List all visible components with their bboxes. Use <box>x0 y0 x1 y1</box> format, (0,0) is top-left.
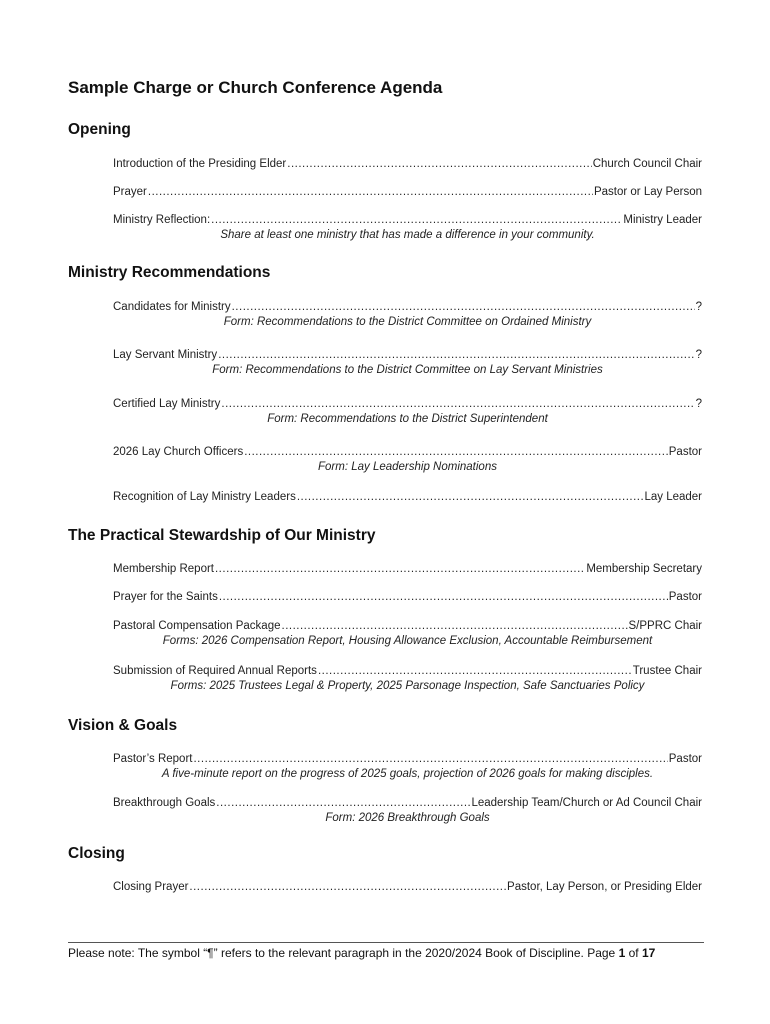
leader-dots <box>297 490 644 504</box>
item-label: Ministry Reflection: <box>113 214 211 226</box>
document-title: Sample Charge or Church Conference Agenda <box>68 78 443 97</box>
item-responsible: Pastor <box>668 591 702 603</box>
leader-dots <box>318 664 632 678</box>
item-label: Breakthrough Goals <box>113 797 216 809</box>
item-responsible: Trustee Chair <box>632 665 702 677</box>
agenda-item <box>113 619 702 633</box>
leader-dots <box>193 752 667 766</box>
leader-dots <box>148 185 593 199</box>
item-responsible: S/PPRC Chair <box>628 620 702 632</box>
item-responsible: Pastor, Lay Person, or Presiding Elder <box>507 881 702 893</box>
agenda-item <box>113 300 702 314</box>
agenda-item <box>113 185 702 199</box>
agenda-item <box>113 562 702 576</box>
item-label: 2026 Lay Church Officers <box>113 446 244 458</box>
item-label: Introduction of the Presiding Elder <box>113 158 287 170</box>
item-responsible: Leadership Team/Church or Ad Council Chair <box>471 797 702 809</box>
item-responsible: ? <box>695 349 702 361</box>
item-responsible: Church Council Chair <box>592 158 702 170</box>
section-heading-closing: Closing <box>68 845 125 862</box>
agenda-item <box>113 213 702 227</box>
item-label: Pastoral Compensation Package <box>113 620 281 632</box>
agenda-item <box>113 397 702 411</box>
leader-dots <box>219 590 668 604</box>
page-word: Page <box>587 946 616 960</box>
item-responsible: Pastor <box>668 446 702 458</box>
leader-dots <box>282 619 628 633</box>
item-responsible: Membership Secretary <box>586 563 702 575</box>
leader-dots <box>216 796 470 810</box>
item-label: Pastor’s Report <box>113 753 193 765</box>
item-note: A five-minute report on the progress of 2025 goals, projection of 2026 goals for making disciples. <box>161 768 654 780</box>
section-heading-stewardship: The Practical Stewardship of Our Ministry <box>68 527 376 544</box>
item-label: Submission of Required Annual Reports <box>113 665 317 677</box>
item-label: Recognition of Lay Ministry Leaders <box>113 491 296 503</box>
leader-dots <box>287 157 591 171</box>
item-note: Forms: 2026 Compensation Report, Housing Allowance Exclusion, Accountable Reimbursement <box>162 635 653 647</box>
item-label: Prayer <box>113 186 147 198</box>
agenda-item <box>113 490 702 504</box>
item-label: Prayer for the Saints <box>113 591 218 603</box>
leader-dots <box>211 213 622 227</box>
item-label: Certified Lay Ministry <box>113 398 221 410</box>
page-total: 17 <box>641 946 656 960</box>
item-note: Form: 2026 Breakthrough Goals <box>325 812 490 824</box>
item-note: Forms: 2025 Trustees Legal & Property, 2025 Parsonage Inspection, Safe Sanctuaries Policy <box>170 680 645 692</box>
section-heading-ministry-recommendations: Ministry Recommendations <box>68 264 271 281</box>
item-note: Share at least one ministry that has made a difference in your community. <box>220 229 595 241</box>
page-footer <box>68 946 704 960</box>
leader-dots <box>244 445 668 459</box>
footer-rule <box>68 942 704 943</box>
agenda-item <box>113 752 702 766</box>
leader-dots <box>218 348 694 362</box>
section-heading-vision-goals: Vision & Goals <box>68 717 178 734</box>
item-responsible: Pastor <box>668 753 702 765</box>
leader-dots <box>232 300 695 314</box>
leader-dots <box>221 397 694 411</box>
item-note: Form: Recommendations to the District Superintendent <box>267 413 548 425</box>
item-responsible: Ministry Leader <box>623 214 702 226</box>
of-word: of <box>628 946 639 960</box>
agenda-item <box>113 590 702 604</box>
agenda-item <box>113 664 702 678</box>
item-label: Candidates for Ministry <box>113 301 231 313</box>
agenda-item <box>113 880 702 894</box>
item-responsible: ? <box>695 398 702 410</box>
item-note: Form: Recommendations to the District Committee on Ordained Ministry <box>223 316 592 328</box>
item-responsible: Pastor or Lay Person <box>593 186 702 198</box>
leader-dots <box>215 562 585 576</box>
item-label: Closing Prayer <box>113 881 189 893</box>
page-current: 1 <box>618 946 626 960</box>
item-responsible: Lay Leader <box>644 491 702 503</box>
leader-dots <box>189 880 506 894</box>
footer-note: Please note: The symbol “¶” refers to the relevant paragraph in the 2020/2024 Book of Discipline. <box>68 946 584 960</box>
item-label: Membership Report <box>113 563 214 575</box>
section-heading-opening: Opening <box>68 121 131 138</box>
item-responsible: ? <box>695 301 702 313</box>
agenda-item <box>113 157 702 171</box>
item-note: Form: Lay Leadership Nominations <box>318 461 497 473</box>
agenda-item <box>113 796 702 810</box>
item-note: Form: Recommendations to the District Committee on Lay Servant Ministries <box>212 364 603 376</box>
item-label: Lay Servant Ministry <box>113 349 218 361</box>
agenda-item <box>113 445 702 459</box>
agenda-item <box>113 348 702 362</box>
